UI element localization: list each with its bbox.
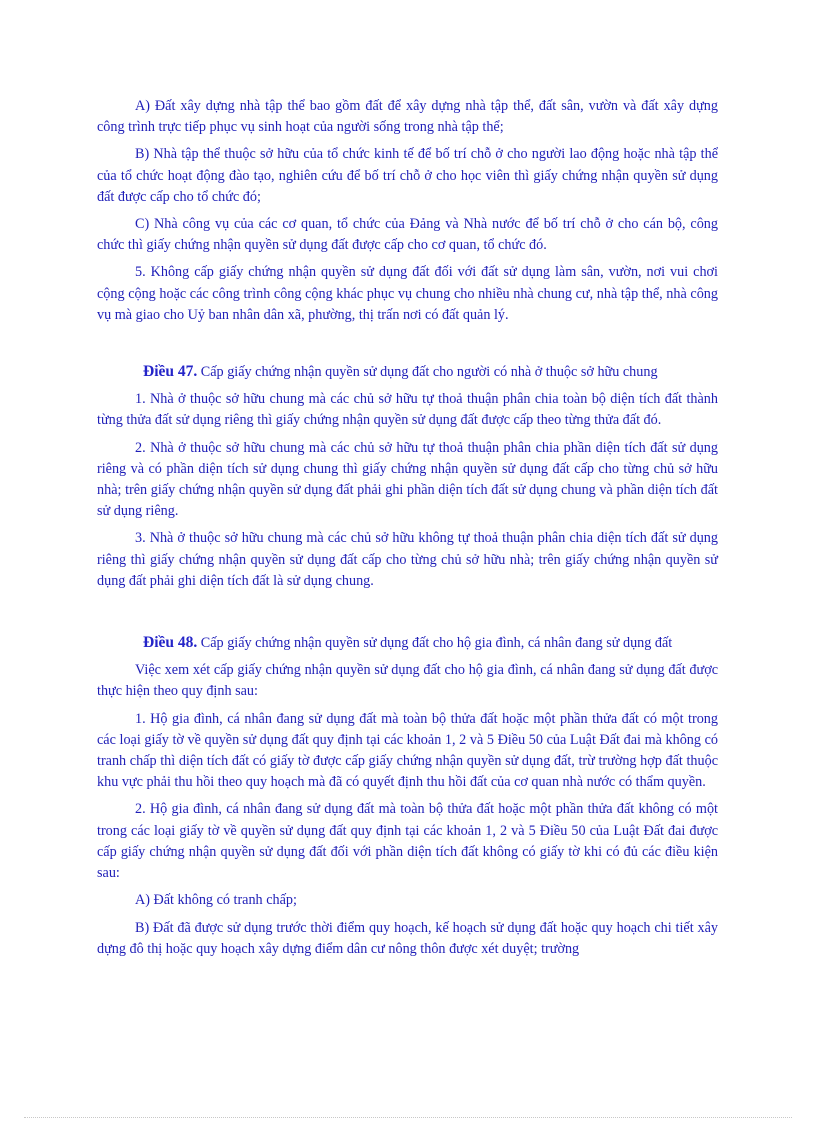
- article-48-paragraph-2: 2. Hộ gia đình, cá nhân đang sử dụng đất mà toàn bộ thửa đất hoặc một phần thửa đất không có một trong các loại giấy tờ về quyền sử dụng đất quy định tại các khoản 1, 2 và 5 Điều 50 của Luật Đất đai được cấp giấy chứng nhận quyền sử dụng đất đối với phần diện tích đất không có giấy tờ khi có đủ các điều kiện sau:: [97, 801, 718, 882]
- article-48-label: Điều 48.: [143, 634, 198, 652]
- page-bottom-divider: [24, 1117, 792, 1118]
- article-48-heading: [97, 632, 718, 654]
- paragraph-b-collective-housing-ownership: B) Nhà tập thể thuộc sở hữu của tổ chức kinh tế để bố trí chỗ ở cho người lao động hoặc nhà tập thể của tổ chức hoạt động đào tạo, nghiên cứu để bố trí chỗ ở cho học viên thì giấy chứng nhận quyền sử dụng đất được cấp cho tổ chức đó;: [97, 146, 718, 205]
- document-page: [97, 96, 718, 966]
- article-47-paragraph-1: 1. Nhà ở thuộc sở hữu chung mà các chủ sở hữu tự thoả thuận phân chia toàn bộ diện tích đất thành từng thửa đất sử dụng riêng thì giấy chứng nhận quyền sử dụng đất được cấp theo từng thửa đất đó.: [97, 391, 718, 429]
- article-48-paragraph-1: 1. Hộ gia đình, cá nhân đang sử dụng đất mà toàn bộ thửa đất hoặc một phần thửa đất có một trong các loại giấy tờ về quyền sử dụng đất quy định tại các khoản 1, 2 và 5 Điều 50 của Luật Đất đai mà không có tranh chấp thì diện tích đất có giấy tờ được cấp giấy chứng nhận quyền sử dụng đất, trừ trường hợp đất thuộc khu vực phải thu hồi theo quy hoạch mà đã có quyết định thu hồi đất của cơ quan nhà nước có thẩm quyền.: [97, 710, 718, 791]
- article-47-title: Cấp giấy chứng nhận quyền sử dụng đất cho người có nhà ở thuộc sở hữu chung: [197, 364, 658, 381]
- article-47-heading: [97, 361, 718, 383]
- article-48-paragraph-2a: A) Đất không có tranh chấp;: [135, 892, 297, 909]
- paragraph-c-official-housing: C) Nhà công vụ của các cơ quan, tổ chức của Đảng và Nhà nước để bố trí chỗ ở cho cán bộ, công chức thì giấy chứng nhận quyền sử dụng đất được cấp cho cơ quan, tổ chức đó.: [97, 216, 718, 254]
- article-47-paragraph-2: 2. Nhà ở thuộc sở hữu chung mà các chủ sở hữu tự thoả thuận phân chia phần diện tích đất sử dụng riêng và có phần diện tích sử dụng chung thì giấy chứng nhận quyền sử dụng đất cấp cho từng chủ sở hữu nhà; trên giấy chứng nhận quyền sử dụng đất phải ghi phần diện tích đất sử dụng chung và phần diện tích đất sử dụng riêng.: [97, 439, 718, 520]
- article-48-paragraph-2b: B) Đất đã được sử dụng trước thời điểm quy hoạch, kế hoạch sử dụng đất hoặc quy hoạch chi tiết xây dựng đô thị hoặc quy hoạch xây dựng điểm dân cư nông thôn được xét duyệt; trường: [97, 919, 718, 957]
- article-47-paragraph-3: 3. Nhà ở thuộc sở hữu chung mà các chủ sở hữu không tự thoả thuận phân chia diện tích đất sử dụng riêng thì giấy chứng nhận quyền sử dụng đất cấp cho từng chủ sở hữu nhà; trên giấy chứng nhận quyền sử dụng đất phải ghi diện tích đất là sử dụng chung.: [97, 530, 718, 589]
- article-48-intro: Việc xem xét cấp giấy chứng nhận quyền sử dụng đất cho hộ gia đình, cá nhân đang sử dụng đất được thực hiện theo quy định sau:: [97, 662, 718, 700]
- paragraph-a-collective-housing-land: A) Đất xây dựng nhà tập thể bao gồm đất để xây dựng nhà tập thể, đất sân, vườn và đất xây dựng công trình trực tiếp phục vụ sinh hoạt của người sống trong nhà tập thể;: [97, 98, 718, 136]
- article-47-label: Điều 47.: [143, 363, 198, 381]
- paragraph-5-common-areas: 5. Không cấp giấy chứng nhận quyền sử dụng đất đối với đất sử dụng làm sân, vườn, nơi vui chơi cộng cộng hoặc các công trình công cộng khác phục vụ chung cho nhiều nhà chung cư, nhà tập thể, nhà công vụ mà giao cho Uỷ ban nhân dân xã, phường, thị trấn nơi có đất quản lý.: [97, 264, 718, 323]
- article-48-title: Cấp giấy chứng nhận quyền sử dụng đất cho hộ gia đình, cá nhân đang sử dụng đất: [197, 635, 673, 652]
